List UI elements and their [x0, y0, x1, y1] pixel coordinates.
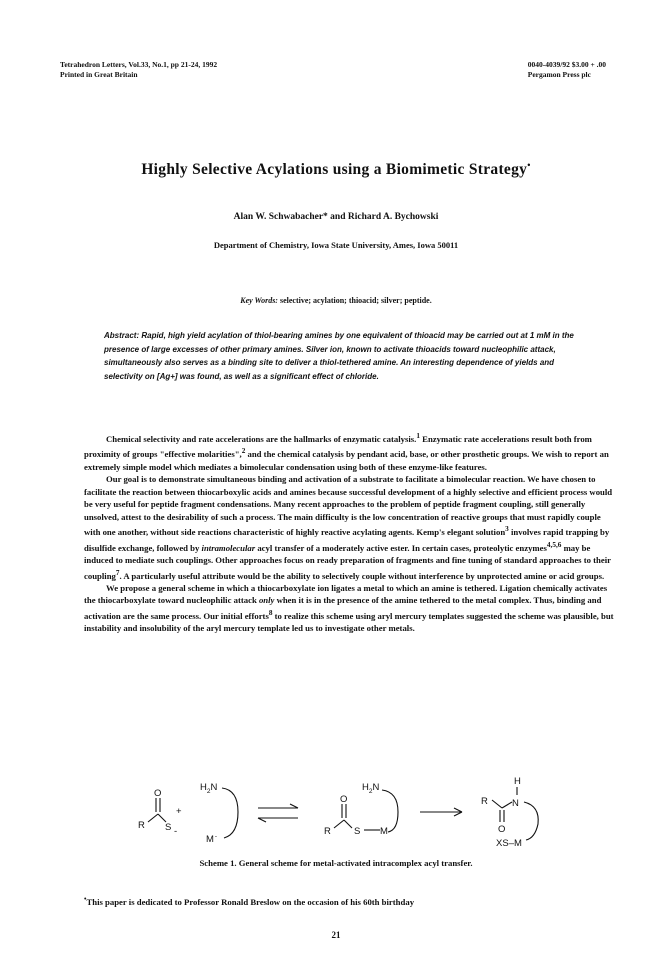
journal-citation — [60, 60, 217, 80]
bond — [344, 820, 352, 828]
subscript: 2 — [206, 788, 211, 795]
bond — [148, 814, 158, 822]
atom-label: H — [200, 782, 207, 793]
scheme-caption: Scheme 1. General scheme for metal-activated intracomplex acyl transfer. — [199, 858, 473, 868]
atom-label: M — [380, 826, 388, 837]
charge-label: - — [174, 826, 178, 837]
citation-line: Tetrahedron Letters, Vol.33, No.1, pp 21-24, 1992 — [60, 60, 218, 69]
reference-mark: 3 — [505, 525, 509, 534]
amine-label — [362, 782, 380, 795]
bond — [334, 820, 344, 828]
italic-run: only — [258, 595, 275, 606]
atom-label: M — [513, 838, 522, 849]
reference-mark: 4,5,6 — [546, 540, 562, 549]
bond — [492, 800, 502, 808]
text-run: Our goal is to demonstrate simultaneous binding and activation of a substrate to facilitate a bimolecular reaction. We have chosen to facilitate the reaction between thiocarboxylic acids and amines because successful development of a highly selective and efficient process would be very useful for peptide fragment condensations. Many recent approaches to the problem of peptide fragment coupling, still generally unsolved, attest to the desirability of such a process. The main difficulty is the low concentration of reactive groups that must rapidly couple with one another, without side reactions characteristic of highly reactive acylating agents. Kemp's elegant solution — [84, 474, 613, 538]
abstract-label: Abstract: — [104, 331, 140, 340]
charge-label: - — [214, 833, 218, 840]
atom-label: R — [138, 820, 145, 831]
author-list: Alan W. Schwabacher* and Richard A. Bychowski — [233, 212, 439, 222]
price-line: 0040-4039/92 $3.00 + .00 — [527, 60, 606, 69]
tether-curve — [524, 802, 538, 840]
reference-mark: 2 — [241, 447, 246, 456]
arrow-head — [454, 808, 462, 812]
atom-label: N — [372, 782, 380, 793]
atom-label: XS — [496, 838, 509, 849]
body-text — [84, 430, 618, 635]
atom-label: O — [154, 788, 162, 799]
printed-in-line: Printed in Great Britain — [60, 70, 138, 79]
keywords-text: selective; acylation; thioacid; silver; peptide. — [277, 296, 432, 305]
text-run: when it is in the presence of the amine tethered to the metal complex. Thus, binding and activation are the same process. Our initial efforts — [84, 595, 602, 621]
reaction-scheme — [130, 772, 550, 854]
keywords — [0, 296, 672, 305]
atom-label: R — [324, 826, 331, 837]
paragraph-2 — [84, 473, 618, 582]
bond — [158, 814, 166, 822]
atom-label: S — [354, 826, 361, 837]
dedication-footnote — [84, 895, 414, 907]
abstract-text: Rapid, high yield acylation of thiol-bearing amines by one equivalent of thioacid may be carried out at 1 mM in the presence of large excesses of other primary amines. Silver ion, known to activate thioacids toward nucleophilic attack, simultaneously also serves as a binding site to deliver a thiol-tethered amine. An interesting dependence of yields and selectivity on [Ag+] was found, as well as a significant effect of chloride. — [104, 331, 574, 381]
text-run: acyl transfer of a moderately active ester. In certain cases, proteolytic enzymes — [255, 542, 547, 553]
atom-label: H — [362, 782, 369, 793]
text-run: . A particularly useful attribute would be the ability to selectively couple without interference by unprotected amine or acid groups. — [119, 570, 605, 581]
scheme-atom-labels — [138, 776, 522, 849]
keywords-label: Key Words: — [240, 296, 278, 305]
reference-mark: 8 — [268, 608, 273, 617]
arrow-head — [454, 812, 462, 816]
text-run: and the chemical catalysis by pendant acid, base, or other prosthetic groups. We wish to report an extremely simple model which mediates a bimolecular condensation using both of these enzyme-like features. — [84, 449, 609, 472]
amine-label — [200, 782, 218, 795]
bond-dash: – — [508, 838, 514, 849]
page-number: 21 — [331, 930, 341, 940]
atom-label: S — [165, 822, 172, 833]
text-run: to realize this scheme using aryl mercury templates suggested the scheme was plausible, but instability and insolubility of the aryl mercury template led us to investigate other metals. — [84, 610, 614, 634]
atom-label: O — [498, 824, 506, 835]
text-run: We propose a general scheme in which a thiocarboxylate ion ligates a metal to which an amine is tethered. Ligation chemically activates the thiocarboxylate toward nucleophilic attack — [84, 582, 608, 606]
journal-price — [528, 60, 606, 80]
text-run: involves rapid trapping by disulfide exchange, followed by — [84, 527, 610, 553]
title-text: Highly Selective Acylations using a Biomimetic Strategy — [141, 161, 528, 179]
italic-run: intramolecular — [201, 542, 256, 553]
metal-label — [206, 833, 217, 845]
paper-title — [0, 160, 672, 179]
text-run: may be induced to mediate such couplings. Other approaches focus on ready preparation of fragments and fine tuning of standard approaches to their coupling — [84, 542, 611, 581]
plus-sign: + — [176, 806, 182, 817]
affiliation: Department of Chemistry, Iowa State University, Ames, Iowa 50011 — [213, 240, 459, 250]
subscript: 2 — [368, 788, 373, 795]
title-footnote-mark: • — [527, 160, 531, 170]
atom-label: N — [512, 798, 519, 809]
paragraph-3 — [84, 582, 618, 635]
footnote-text: This paper is dedicated to Professor Ronald Breslow on the occasion of his 60th birthday — [86, 896, 415, 907]
text-run: Chemical selectivity and rate accelerations are the hallmarks of enzymatic catalysis. — [106, 433, 417, 444]
xs-metal-label — [496, 838, 522, 849]
tether-curve — [222, 788, 238, 838]
paragraph-1 — [84, 430, 618, 473]
atom-label: H — [514, 776, 521, 787]
abstract — [104, 329, 574, 383]
text-run: Enzymatic rate accelerations result both from proximity of groups "effective molarities", — [84, 433, 592, 460]
atom-label: M — [206, 834, 214, 845]
atom-label: R — [481, 796, 488, 807]
arrow-head — [258, 818, 266, 822]
arrow-head — [290, 804, 298, 808]
footnote-mark: • — [84, 895, 87, 903]
bond — [502, 802, 512, 808]
publisher-line: Pergamon Press plc — [527, 70, 591, 79]
atom-label: O — [340, 794, 348, 805]
reference-mark: 7 — [115, 568, 120, 577]
atom-label: N — [210, 782, 218, 793]
reference-mark: 1 — [416, 432, 420, 440]
